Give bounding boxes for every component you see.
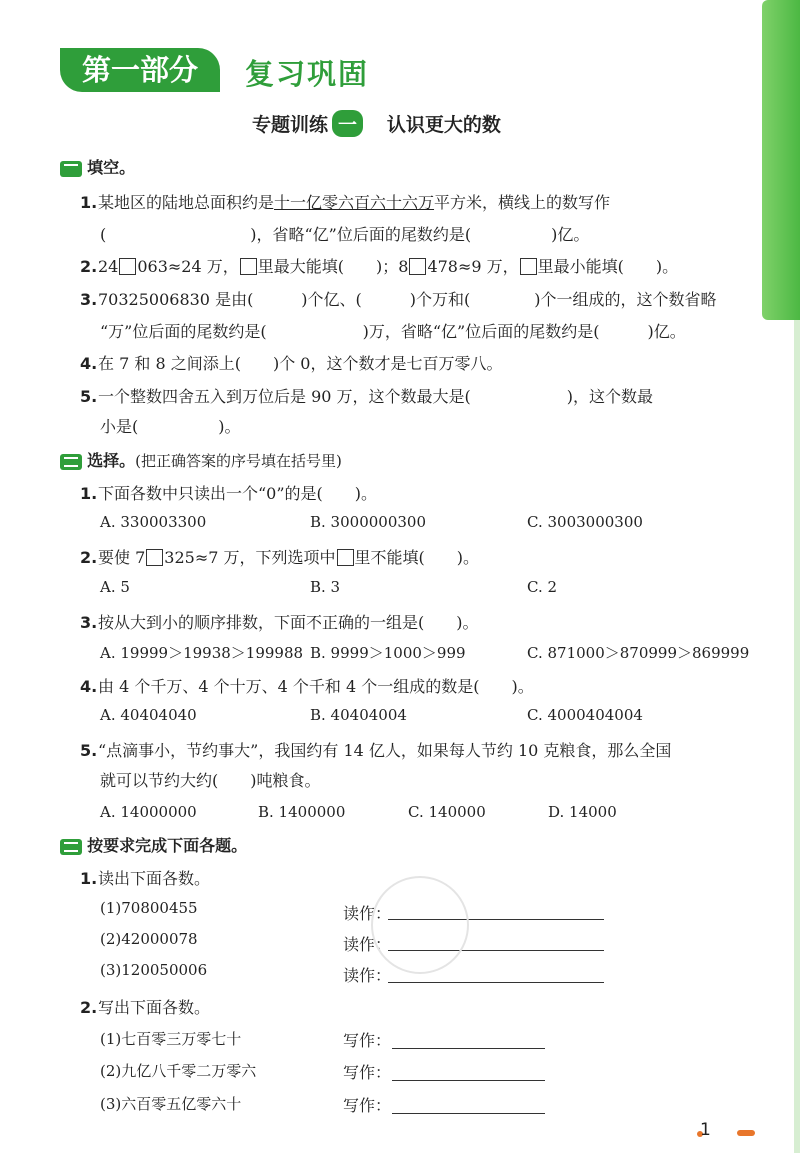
s3-q1	[80, 866, 210, 889]
answer-line[interactable]	[392, 1080, 545, 1081]
question-number: 4.	[80, 677, 98, 696]
section-2-title: 选择。	[87, 451, 136, 470]
s1-q5-line1	[80, 384, 653, 407]
option-c: C. 871000＞870999＞869999	[527, 644, 750, 662]
q-text: 325≈7 万，下列选项中	[164, 548, 336, 567]
s2-q5-line1	[80, 738, 671, 761]
q-text: 70325006830 是由( )个亿、( )个万和( )个一组成的，这个数省略	[98, 290, 717, 309]
option-a: A. 5	[100, 578, 130, 596]
read-item-1: (1)70800455	[100, 899, 198, 917]
q-text: 里最大能填( )；8	[257, 257, 409, 276]
option-a: A. 40404040	[100, 706, 197, 724]
underlined-number: 十一亿零六百六十六万	[274, 193, 435, 212]
s2-q3	[80, 610, 479, 633]
side-strip	[794, 320, 800, 1153]
read-label: 读作：	[343, 904, 392, 923]
q-text: 24	[98, 257, 119, 276]
q-text: 里不能填( )。	[354, 548, 479, 567]
q-text: 写出下面各数。	[98, 998, 211, 1017]
q-text: 某地区的陆地总面积约是	[98, 193, 275, 212]
q-text: 478≈9 万，	[427, 257, 519, 276]
s1-q3-line2: “万”位后面的尾数约是( )万，省略“亿”位后面的尾数约是( )亿。	[100, 322, 686, 341]
write-label: 写作：	[343, 1063, 392, 1082]
q-text: 下面各数中只读出一个“0”的是( )。	[98, 484, 378, 503]
question-number: 3.	[80, 613, 98, 632]
option-d: D. 14000	[548, 803, 617, 821]
part-badge: 第一部分	[60, 48, 220, 92]
s3-q2	[80, 995, 210, 1018]
question-number: 1.	[80, 869, 98, 888]
s1-q2	[80, 254, 678, 277]
section-one-icon	[60, 161, 82, 177]
blank-box	[409, 258, 426, 275]
section-1-header	[60, 155, 135, 178]
blank-box	[146, 549, 163, 566]
q-text: 一个整数四舍五入到万位后是 90 万，这个数最大是( )，这个数最	[98, 387, 654, 406]
option-b: B. 3	[310, 578, 341, 596]
section-2-header	[60, 448, 342, 471]
blank-box	[119, 258, 136, 275]
q-text: 按从大到小的顺序排数，下面不正确的一组是( )。	[98, 613, 479, 632]
page-dash	[737, 1130, 755, 1136]
question-number: 1.	[80, 484, 98, 503]
section-two-icon	[60, 454, 82, 470]
q-text: 要使 7	[98, 548, 146, 567]
option-a: A. 330003300	[100, 513, 207, 531]
section-1-title: 填空。	[87, 158, 136, 177]
option-b: B. 40404004	[310, 706, 407, 724]
question-number: 2.	[80, 998, 98, 1017]
topic-heading	[252, 110, 501, 137]
option-c: C. 4000404004	[527, 706, 643, 724]
write-item-1: (1)七百零三万零七十	[100, 1030, 242, 1048]
topic-prefix: 专题训练	[252, 114, 329, 136]
read-item-2: (2)42000078	[100, 930, 198, 948]
s2-q2	[80, 545, 479, 568]
write-label: 写作：	[343, 1096, 392, 1115]
option-c: C. 3003000300	[527, 513, 643, 531]
option-a: A. 19999＞19938＞199988	[100, 644, 304, 662]
s1-q5-line2: 小是( )。	[100, 417, 241, 436]
section-3-title: 按要求完成下面各题。	[87, 836, 248, 855]
option-c: C. 2	[527, 578, 558, 596]
option-b: B. 1400000	[258, 803, 346, 821]
option-b: B. 9999＞1000＞999	[310, 644, 466, 662]
question-number: 2.	[80, 257, 98, 276]
q-text: 由 4 个千万、4 个十万、4 个千和 4 个一组成的数是( )。	[98, 677, 534, 696]
section-3-header	[60, 833, 247, 856]
q-text: 平方米，横线上的数写作	[434, 193, 611, 212]
question-number: 5.	[80, 387, 98, 406]
blank-box	[520, 258, 537, 275]
answer-line[interactable]	[392, 1048, 545, 1049]
q-text: 里最小能填( )。	[537, 257, 679, 276]
read-label: 读作：	[343, 935, 392, 954]
section-2-note: (把正确答案的序号填在括号里)	[135, 452, 342, 470]
chapter-side-tab	[762, 0, 800, 320]
question-number: 2.	[80, 548, 98, 567]
s2-q5-line2: 就可以节约大约( )吨粮食。	[100, 771, 321, 790]
s1-q4	[80, 351, 502, 374]
option-c: C. 140000	[408, 803, 486, 821]
s1-q1-line2: ( )，省略“亿”位后面的尾数约是( )亿。	[100, 225, 590, 244]
blank-box	[240, 258, 257, 275]
answer-line[interactable]	[392, 1113, 545, 1114]
option-a: A. 14000000	[100, 803, 197, 821]
part-title: 复习巩固	[245, 57, 370, 91]
s2-q4	[80, 674, 534, 697]
section-three-icon	[60, 839, 82, 855]
topic-title: 认识更大的数	[386, 114, 501, 136]
read-item-3: (3)120050006	[100, 961, 208, 979]
question-number: 5.	[80, 741, 98, 760]
question-number: 3.	[80, 290, 98, 309]
read-label: 读作：	[343, 966, 392, 985]
s1-q1-line1	[80, 190, 610, 213]
topic-number-badge: 一	[332, 110, 363, 137]
write-label: 写作：	[343, 1031, 392, 1050]
s2-q1	[80, 481, 377, 504]
watermark-stamp	[360, 870, 480, 980]
s1-q3-line1	[80, 287, 717, 310]
q-text: 读出下面各数。	[98, 869, 211, 888]
page-number: 1	[700, 1120, 711, 1140]
option-b: B. 3000000300	[310, 513, 426, 531]
write-item-2: (2)九亿八千零二万零六	[100, 1062, 257, 1080]
question-number: 1.	[80, 193, 98, 212]
blank-box	[337, 549, 354, 566]
answer-line[interactable]	[388, 982, 604, 983]
write-item-3: (3)六百零五亿零六十	[100, 1095, 242, 1113]
q-text: 在 7 和 8 之间添上( )个 0，这个数才是七百万零八。	[98, 354, 503, 373]
q-text: 063≈24 万，	[137, 257, 239, 276]
question-number: 4.	[80, 354, 98, 373]
q-text: “点滴事小，节约事大”，我国约有 14 亿人，如果每人节约 10 克粮食，那么全国	[98, 741, 672, 760]
